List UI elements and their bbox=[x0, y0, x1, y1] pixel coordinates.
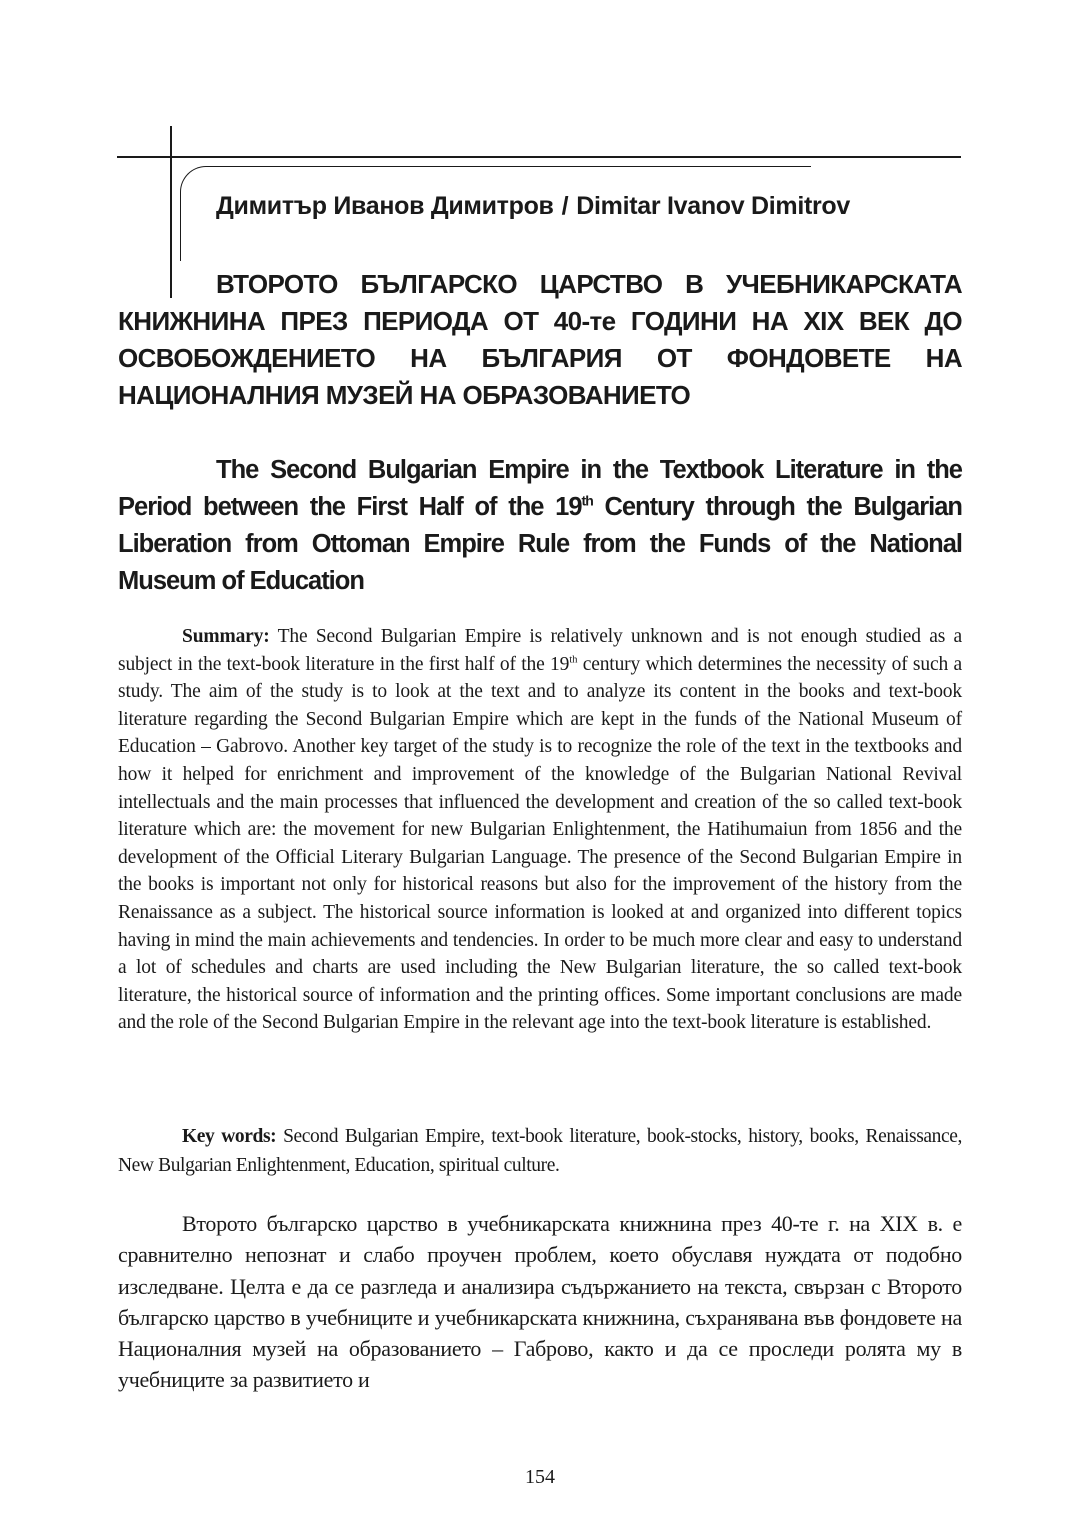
author-name-en: Dimitar Ivanov Dimitrov bbox=[576, 192, 851, 220]
summary-text-part1: The Second Bulgarian Empire is relatively unknown and is not enough studied as a subject in the text-book literature in the first half of the 19 bbox=[118, 626, 962, 675]
title-en-part1: The Second Bulgarian Empire in the Textbook Literature in the Period between the First Half of the 19 bbox=[118, 456, 962, 521]
keywords-label: Key words: bbox=[182, 1126, 277, 1147]
summary-superscript: th bbox=[569, 653, 578, 666]
title-en-part2: Century through the Bulgarian Liberation from Ottoman Empire Rule from the Funds of the National Museum of Education bbox=[118, 493, 962, 595]
author-name-bg: Димитър Иванов Димитров bbox=[216, 192, 554, 220]
keywords-paragraph bbox=[118, 1122, 962, 1180]
keywords-text: Second Bulgarian Empire, text-book literature, book-stocks, history, books, Renaissance, New Bulgarian Enlightenment, Education, spiritual culture. bbox=[118, 1126, 962, 1176]
title-english bbox=[118, 452, 962, 600]
body-paragraph: Второто българско царство в учебникарската книжнина през 40-те г. на XIX в. е сравнително непознат и слабо проучен проблем, което обуславя нуждата от подобно изследване. Целта е да се разгледа и анализира съдържанието на текста, свързан с Второто българско царство в учебниците и учебникарската книжнина, съхранявана във фондовете на Националния музей на образованието – Габрово, както и да се проследи ролята му в учебниците за развитието и bbox=[118, 1211, 962, 1393]
page-number: 154 bbox=[525, 1466, 555, 1488]
summary-label: Summary: bbox=[182, 626, 270, 647]
author-separator: / bbox=[561, 192, 569, 220]
summary-paragraph bbox=[118, 623, 962, 1037]
author-line bbox=[216, 192, 976, 221]
title-bulgarian: ВТОРОТО БЪЛГАРСКО ЦАРСТВО В УЧЕБНИКАРСКАТА КНИЖНИНА ПРЕЗ ПЕРИОДА ОТ 40-те ГОДИНИ НА XIX ВЕК ДО ОСВОБОЖДЕНИЕТО НА БЪЛГАРИЯ ОТ ФОНДОВЕТЕ НА НАЦИОНАЛНИЯ МУЗЕЙ НА ОБРАЗОВАНИЕТО bbox=[118, 269, 962, 410]
summary-text-part2: century which determines the necessity of such a study. The aim of the study is to look at the text and to analyze its content in the books and text-book literature regarding the Second Bulgarian Empire which are kept in the funds of the National Museum of Education – Gabrovo. Another key target of the study is to recognize the role of the text in the textbooks and how it helped for enrichment and improvement of the knowledge of the Bulgarian National Revival intellectuals and the main processes that influenced the development and creation of the so called text-book literature which are: the movement for new Bulgarian Enlightenment, the Hatihumaiun from 1856 and the development of the Official Literary Bulgarian Language. The presence of the Second Bulgarian Empire in the books is important not only for historical reasons but also for the improvement of the history from the Renaissance as a subject. The historical source information is looked at and organized into different topics having in mind the main achievements and tendencies. In order to be much more clear and easy to understand a lot of schedules and charts are used including the New Bulgarian literature, the so called text-book literature, the historical source of information and the printing offices. Some important conclusions are made and the role of the Second Bulgarian Empire in the relevant age into the text-book literature is established. bbox=[118, 653, 962, 1034]
title-en-superscript: th bbox=[581, 492, 593, 509]
top-rule bbox=[117, 156, 961, 158]
